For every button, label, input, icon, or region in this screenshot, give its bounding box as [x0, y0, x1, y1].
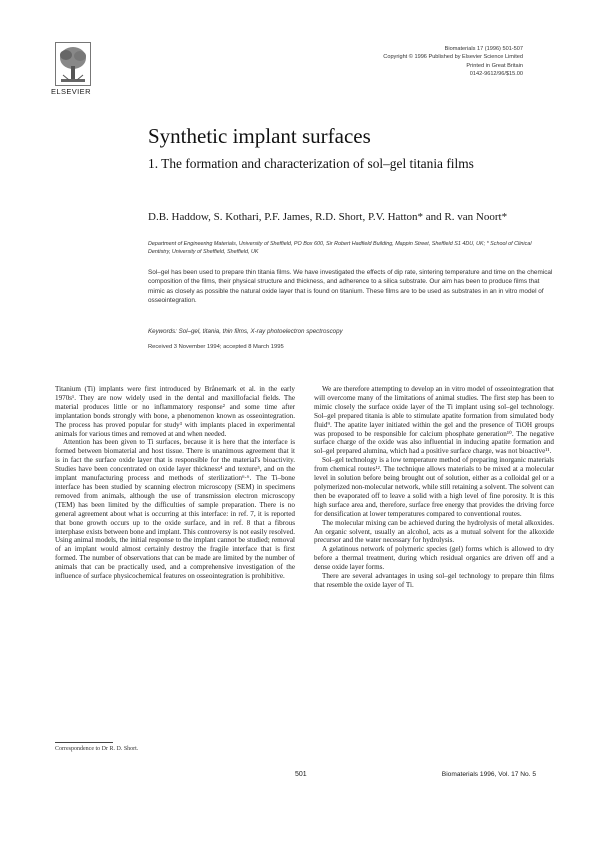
publication-info-line: Printed in Great Britain: [466, 62, 523, 69]
body-column-right: [314, 385, 554, 590]
keywords: Keywords: Sol–gel, titania, thin films, X-ray photoelectron spectroscopy: [148, 328, 343, 335]
elsevier-tree-logo-icon: [55, 42, 91, 86]
publication-info: [383, 45, 523, 79]
page-number: 501: [295, 771, 307, 778]
abstract: Sol–gel has been used to prepare thin titania films. We have investigated the effects of dip rate, sintering temperature and time on the chemical composition of the films, their physical structure and thickness, and adherence to a silica substrate. Our aim has been to produce films that mimic as closely as possible the natural oxide layer that is found on titanium. These films are to be used as substrates in an in vitro model of osseointegration.: [148, 269, 553, 305]
article-title: Synthetic implant surfaces: [148, 124, 371, 148]
body-paragraph: There are several advantages in using sol–gel technology to prepare thin films that resemble the oxide layer of Ti.: [314, 572, 554, 589]
body-paragraph: We are therefore attempting to develop an in vitro model of osseointegration that will overcome many of the limitations of animal studies. The first step has been to mimic closely the surface oxide layer of the Ti implant using sol–gel technology. Sol–gel prepared titania is able to stimulate apatite formation from simulated body fluid⁹. The apatite layer initiated within the gel and the presence of TiOH groups was proposed to be responsible for calcium phosphate generation¹⁰. The negative surface charge of the oxide was also influential in inducing apatite formation and sol–gel prepared alumina, which had a positive surface charge, was not bioactive¹¹.: [314, 385, 554, 456]
article-subtitle: 1. The formation and characterization of sol–gel titania films: [148, 156, 474, 171]
author-affiliation: Department of Engineering Materials, University of Sheffield, PO Box 600, Sir Robert Hadfield Building, Mappin Street, Sheffield S1 4DU, UK; * School of Clinical Dentistry, University of Sheffield, Sheffield, UK: [148, 241, 532, 256]
body-paragraph: Titanium (Ti) implants were first introduced by Brånemark et al. in the early 1970s¹. They are now widely used in the dental and maxillofacial fields. The material produces little or no inflammatory response² and some time after implantation bonds strongly with bone, a phenomenon known as osseointegration. The process has proved popular for study³ with implants placed in experimental animals for various times and removed at and when needed.: [55, 385, 295, 438]
publication-info-line: Biomaterials 17 (1996) 501-507: [444, 46, 523, 52]
body-paragraph: Attention has been given to Ti surfaces, because it is here that the interface is formed between biomaterial and host tissue. There is unanimous agreement that it is in fact the surface oxide layer that is responsible for the material's bioactivity. Studies have been concentrated on oxide layer thickness⁴ and texture⁵, and on the implant manufacturing process and methods of sterilization⁶·⁶. The Ti–bone interface has been studied by scanning electron microscopy (SEM) in specimens removed from animals, although the use of transmission electron microscopy (TEM) has been limited by the difficulties of sample preparation. There is no general agreement about what is occurring at this interface: in ref. 7, it is reported that bone growth occurs up to the oxide surface, and in ref. 8 that a fibrous interphase exists between bone and implant. This controversy is not easily resolved. Using animal models, the initial response to the implant cannot be studied; removal of an implant would almost certainly destroy the fragile interface that is first formed. The number of observations that can be made are limited by the number of animals that can be practically used, and a comprehensive investigation of the influence of surface physicochemical features on osseointegration is prohibitive.: [55, 438, 295, 581]
body-paragraph: Sol–gel technology is a low temperature method of preparing inorganic materials from chemical routes¹². The technique allows materials to be mixed at a molecular level in solution before being brought out of solution, either as a colloidal gel or a polymerized non-molecular network, while still retaining a solvent. The solvent can then be evaporated off to leave a solid with a high level of fine porosity. It is this high surface area and, therefore, surface free energy that provides the driving force for densification at lower temperatures compared to conventional routes.: [314, 456, 554, 518]
publication-info-line: 0142-9612/96/$15.00: [469, 71, 523, 78]
publication-info-line: Copyright © 1996 Published by Elsevier Science Limited: [383, 54, 523, 61]
journal-reference: Biomaterials 1996, Vol. 17 No. 5: [441, 771, 536, 778]
author-list: D.B. Haddow, S. Kothari, P.F. James, R.D. Short, P.V. Hatton* and R. van Noort*: [148, 211, 508, 223]
correspondence-footnote: Correspondence to Dr R. D. Short.: [55, 746, 139, 752]
body-paragraph: The molecular mixing can be achieved during the hydrolysis of metal alkoxides. An organic solvent, usually an alcohol, acts as a mutual solvent for the alkoxide precursor and the water necessary for hydrolysis.: [314, 518, 554, 545]
body-paragraph: A gelatinous network of polymeric species (gel) forms which is allowed to dry before a thermal treatment, during which residual organics are driven off and a dense oxide layer forms.: [314, 545, 554, 572]
footnote-divider: [55, 742, 113, 743]
publisher-name: ELSEVIER: [51, 87, 91, 96]
received-dates: Received 3 November 1994; accepted 8 March 1995: [148, 344, 284, 350]
body-column-left: [55, 385, 295, 581]
